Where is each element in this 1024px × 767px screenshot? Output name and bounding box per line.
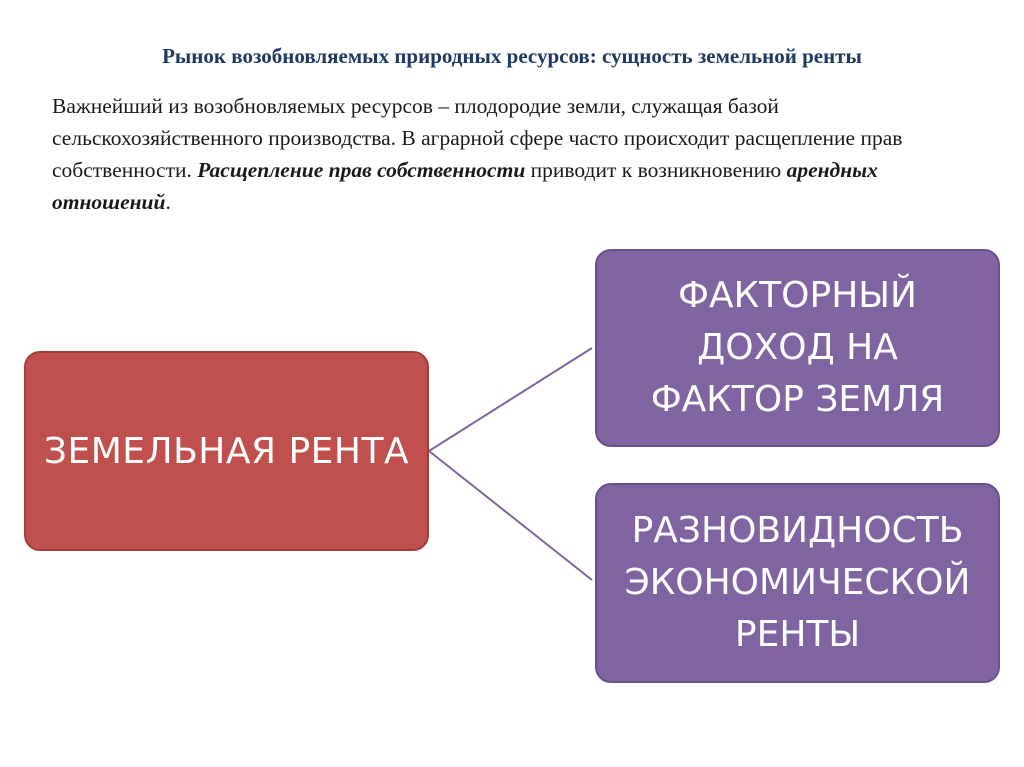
intro-text-part3: . xyxy=(165,190,171,214)
connector-to-top-box xyxy=(429,348,592,451)
intro-emphasis-lease-relations: арендных отношений xyxy=(52,158,878,214)
child-node-label-2: РАЗНОВИДНОСТЬ ЭКОНОМИЧЕСКОЙ РЕНТЫ xyxy=(624,510,971,655)
intro-text-part1: Важнейший из возобновляемых ресурсов – плодородие земли, служащая базой сельскохозяйственного производства. В аграрной сфере часто происходит расщепление прав собственности. xyxy=(52,94,903,182)
intro-text-part2: приводит к возникновению xyxy=(525,158,787,182)
child-node-factor-income xyxy=(595,249,1000,447)
child-node-label-1: ФАКТОРНЫЙ ДОХОД НА ФАКТОР ЗЕМЛЯ xyxy=(650,275,945,420)
child-node-economic-rent xyxy=(595,483,1000,683)
root-node-label: ЗЕМЕЛЬНАЯ РЕНТА xyxy=(43,430,410,472)
connector-to-bottom-box xyxy=(429,451,592,580)
root-node-land-rent xyxy=(24,351,429,551)
intro-emphasis-split-rights: Расщепление прав собственности xyxy=(197,158,526,182)
slide-title: Рынок возобновляемых природных ресурсов: сущность земельной ренты xyxy=(162,44,862,68)
